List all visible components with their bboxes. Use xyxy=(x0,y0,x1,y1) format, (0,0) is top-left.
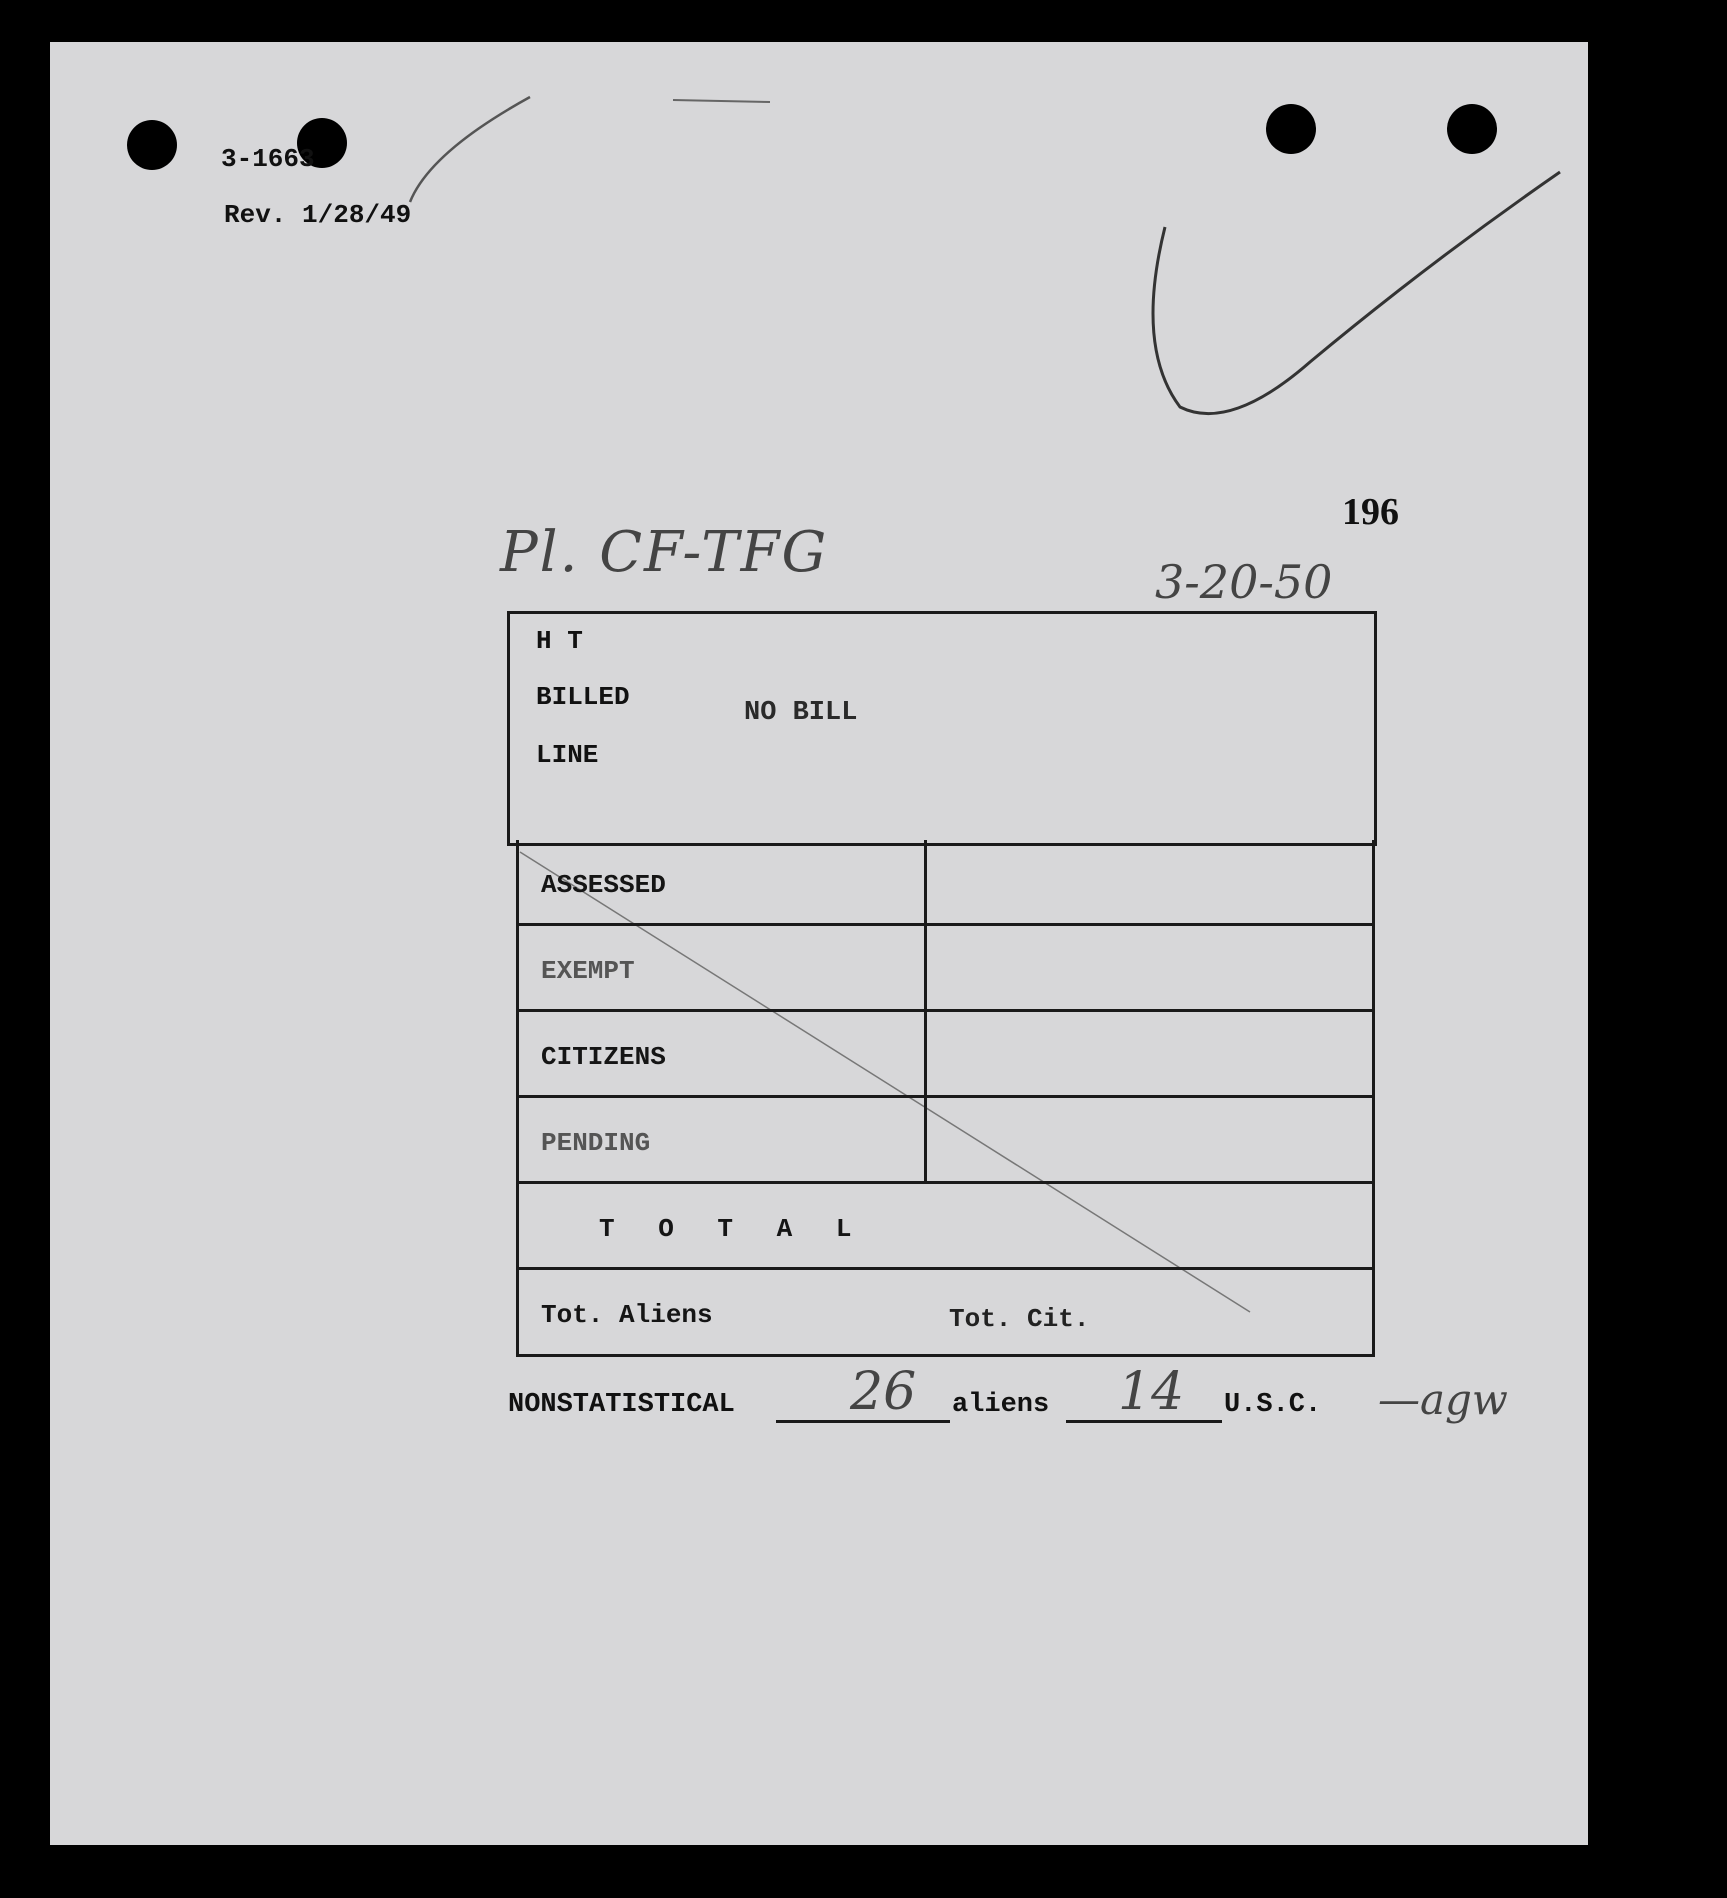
form-number: 3-1663 xyxy=(221,144,315,174)
punch-hole xyxy=(1266,104,1316,154)
column-divider xyxy=(924,840,927,923)
check-mark xyxy=(1153,172,1560,414)
pending-row xyxy=(516,1098,1375,1184)
column-divider xyxy=(924,926,927,1009)
column-divider xyxy=(924,1098,927,1181)
citizens-row xyxy=(516,1012,1375,1098)
punch-hole xyxy=(127,120,177,170)
usc-label: U.S.C. xyxy=(1224,1390,1322,1420)
handwritten-date: 3-20-50 xyxy=(1155,555,1333,609)
column-divider xyxy=(924,1012,927,1095)
form-revision: Rev. 1/28/49 xyxy=(224,200,412,230)
tot-aliens-label: Tot. Aliens xyxy=(541,1300,713,1330)
totals-row xyxy=(516,1270,1375,1357)
no-bill-stamp: NO BILL xyxy=(744,698,858,728)
total-row xyxy=(516,1184,1375,1270)
handwritten-initials: —agw xyxy=(1378,1375,1508,1424)
citizens-label: CITIZENS xyxy=(541,1042,666,1072)
total-label: T O T A L xyxy=(599,1214,866,1244)
exempt-row xyxy=(516,926,1375,1012)
handwritten-usc-count: 14 xyxy=(1118,1362,1185,1422)
billed-label: BILLED xyxy=(536,682,630,712)
aliens-label: aliens xyxy=(952,1390,1050,1420)
pen-stroke xyxy=(410,97,530,202)
tot-cit-label: Tot. Cit. xyxy=(949,1304,1090,1334)
assessed-label: ASSESSED xyxy=(541,870,666,900)
page-number: 196 xyxy=(1342,491,1399,533)
ht-label: H T xyxy=(536,626,583,656)
pending-label: PENDING xyxy=(541,1128,651,1158)
nonstatistical-label: NONSTATISTICAL xyxy=(508,1390,735,1420)
exempt-label: EXEMPT xyxy=(541,956,635,986)
scan-mark xyxy=(673,100,770,102)
header-box xyxy=(507,611,1377,846)
line-label: LINE xyxy=(536,740,599,770)
handwritten-aliens-count: 26 xyxy=(850,1362,917,1422)
punch-hole xyxy=(1447,104,1497,154)
handwritten-station: Pl. CF-TFG xyxy=(500,520,829,585)
assessed-row xyxy=(516,840,1375,926)
